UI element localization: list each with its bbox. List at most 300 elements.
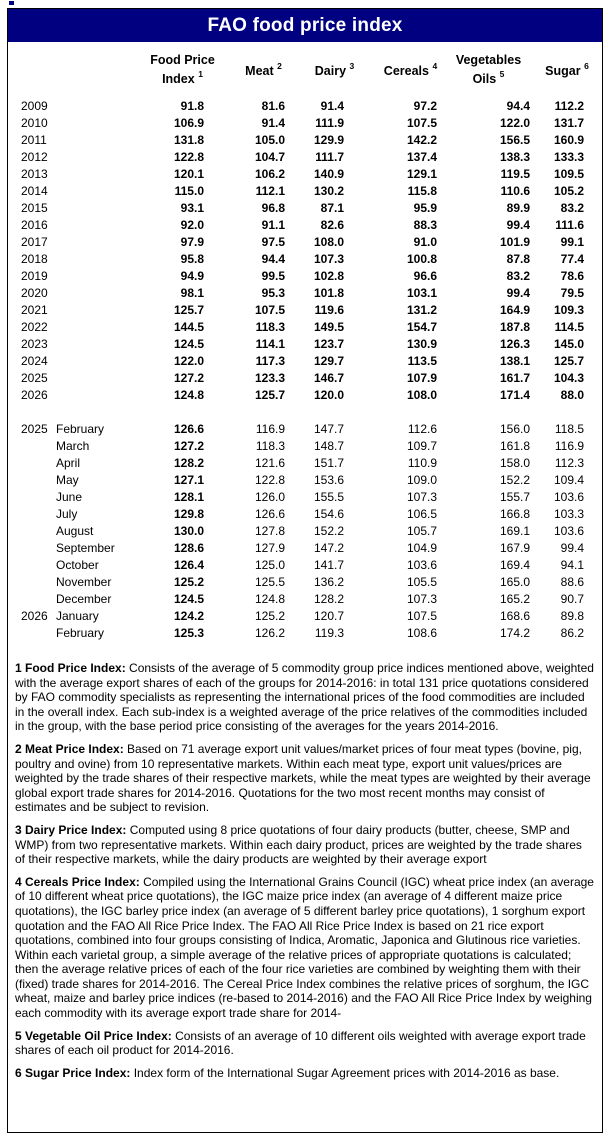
- spacer-cell: [586, 591, 600, 608]
- annual-row: [8, 268, 600, 285]
- year-cell: 2011: [21, 133, 47, 147]
- value-cell-cereals: 108.6: [406, 626, 437, 640]
- value-cell-vegetable-oils: 158.0: [499, 456, 530, 470]
- year-cell: 2010: [21, 116, 48, 130]
- value-cell-dairy: 153.6: [313, 473, 344, 487]
- value-cell-sugar: 145.0: [553, 337, 584, 351]
- monthly-row: [8, 625, 600, 642]
- value-cell-sugar: 103.3: [553, 507, 584, 521]
- year-cell: 2026: [21, 609, 48, 623]
- year-cell: [8, 523, 56, 540]
- annual-row: [8, 285, 600, 302]
- value-cell-cereals: 129.1: [406, 167, 437, 181]
- year-cell: [8, 540, 56, 557]
- value-cell-food-price-index: 91.8: [180, 99, 204, 113]
- monthly-row: [8, 591, 600, 608]
- year-cell: 2018: [21, 252, 48, 266]
- month-cell: November: [56, 575, 112, 589]
- annual-row: [8, 115, 600, 132]
- value-cell-dairy: 87.1: [320, 201, 344, 215]
- footnote-1: 1 Food Price Index: Consists of the average of 5 commodity group price indices mentioned above, weighted with the average export shares of each of the groups for 2014-2016: in total 131 price quotations considered by FAO commodity specialists as representing the international prices of the food commodities are included in the overall index. Each sub-index is a weighted average of the price relatives of the commodities included in the group, with the base period price consisting of the averages for the years 2014-2016.: [15, 661, 594, 734]
- value-cell-sugar: 79.5: [560, 286, 584, 300]
- value-cell-cereals: 100.8: [406, 252, 437, 266]
- value-cell-meat: 126.6: [254, 507, 285, 521]
- value-cell-food-price-index: 126.6: [173, 422, 204, 436]
- value-cell-meat: 81.6: [261, 99, 285, 113]
- value-cell-cereals: 103.1: [406, 286, 437, 300]
- value-cell-sugar: 160.9: [553, 133, 584, 147]
- value-cell-food-price-index: 128.2: [173, 456, 204, 470]
- value-cell-cereals: 97.2: [413, 99, 437, 113]
- value-cell-vegetable-oils: 119.5: [500, 167, 530, 181]
- value-cell-food-price-index: 124.2: [173, 609, 204, 623]
- spacer-cell: [586, 540, 600, 557]
- spacer-cell: [586, 115, 600, 132]
- year-cell: [8, 506, 56, 523]
- footnote-5: 5 Vegetable Oil Price Index: Consists of an average of 10 different oils weighted with average export trade shares of each oil product for 2014-2016.: [15, 1028, 586, 1058]
- year-column-header: [8, 42, 56, 98]
- value-cell-food-price-index: 144.5: [173, 320, 204, 334]
- value-cell-dairy: 111.7: [315, 150, 344, 164]
- value-cell-food-price-index: 95.8: [180, 252, 204, 266]
- value-cell-cereals: 107.9: [406, 371, 437, 385]
- month-cell: [56, 285, 109, 302]
- year-cell: 2009: [21, 99, 48, 113]
- value-cell-sugar: 105.2: [553, 184, 584, 198]
- month-column-header: [56, 42, 109, 98]
- month-cell: September: [56, 541, 115, 555]
- value-cell-cereals: 103.6: [406, 558, 437, 572]
- footnote-6-lead: 6 Sugar Price Index:: [15, 1065, 131, 1080]
- value-cell-cereals: 115.8: [407, 184, 437, 198]
- value-cell-dairy: 130.2: [313, 184, 344, 198]
- annual-row: [8, 132, 600, 149]
- spacer-cell: [586, 98, 600, 115]
- month-cell: [56, 234, 109, 251]
- spacer-cell: [586, 506, 600, 523]
- footnote-4-lead: 4 Cereals Price Index:: [15, 874, 140, 889]
- spacer-cell: [586, 319, 600, 336]
- monthly-row: [8, 472, 600, 489]
- footnote-3-lead: 3 Dairy Price Index:: [15, 822, 127, 837]
- value-cell-vegetable-oils: 89.9: [506, 201, 530, 215]
- value-cell-dairy: 141.7: [313, 558, 344, 572]
- month-cell: [56, 217, 109, 234]
- value-cell-sugar: 109.3: [553, 303, 584, 317]
- value-cell-sugar: 112.3: [554, 456, 584, 470]
- year-cell: 2012: [21, 150, 48, 164]
- value-cell-vegetable-oils: 166.8: [499, 507, 530, 521]
- value-cell-vegetable-oils: 169.1: [499, 524, 530, 538]
- spacer-cell: [586, 353, 600, 370]
- value-cell-dairy: 136.2: [313, 575, 344, 589]
- value-cell-vegetable-oils: 126.3: [499, 337, 530, 351]
- annual-row: [8, 234, 600, 251]
- value-cell-sugar: 104.3: [553, 371, 584, 385]
- month-cell: October: [56, 558, 99, 572]
- year-cell: [8, 625, 56, 642]
- year-cell: 2019: [21, 269, 48, 283]
- value-cell-cereals: 105.7: [406, 524, 437, 538]
- value-cell-sugar: 78.6: [560, 269, 584, 283]
- year-cell: 2013: [21, 167, 48, 181]
- year-cell: 2022: [21, 320, 48, 334]
- spacer-cell: [586, 200, 600, 217]
- annual-row: [8, 353, 600, 370]
- spacer-cell: [586, 438, 600, 455]
- value-cell-dairy: 151.7: [313, 456, 344, 470]
- value-cell-food-price-index: 127.2: [173, 371, 204, 385]
- value-cell-dairy: 111.9: [315, 116, 344, 130]
- value-cell-meat: 118.3: [255, 320, 285, 334]
- value-cell-cereals: 107.3: [406, 592, 437, 606]
- screen-artifact: [9, 1, 14, 5]
- value-cell-food-price-index: 106.9: [173, 116, 204, 130]
- value-cell-sugar: 133.3: [553, 150, 584, 164]
- month-cell: July: [56, 507, 78, 521]
- value-cell-vegetable-oils: 94.4: [506, 99, 530, 113]
- year-cell: 2020: [21, 286, 48, 300]
- monthly-row: [8, 540, 600, 557]
- value-cell-dairy: 120.0: [313, 388, 344, 402]
- value-cell-dairy: 148.7: [313, 439, 344, 453]
- value-cell-sugar: 109.4: [553, 473, 584, 487]
- value-cell-sugar: 103.6: [553, 490, 584, 504]
- value-cell-cereals: 91.0: [413, 235, 437, 249]
- value-cell-dairy: 147.7: [313, 422, 344, 436]
- value-cell-sugar: 86.2: [560, 626, 584, 640]
- value-cell-cereals: 105.5: [406, 575, 437, 589]
- year-cell: 2023: [21, 337, 48, 351]
- value-cell-food-price-index: 120.1: [173, 167, 204, 181]
- annual-row: [8, 166, 600, 183]
- footnote-2-lead: 2 Meat Price Index:: [15, 741, 124, 756]
- value-cell-dairy: 102.8: [313, 269, 344, 283]
- month-cell: [56, 183, 109, 200]
- value-cell-food-price-index: 126.4: [173, 558, 204, 572]
- value-cell-dairy: 123.7: [313, 337, 344, 351]
- value-cell-sugar: 112.2: [554, 99, 584, 113]
- value-cell-dairy: 129.7: [313, 354, 344, 368]
- value-cell-sugar: 94.1: [560, 558, 584, 572]
- value-cell-food-price-index: 127.2: [173, 439, 204, 453]
- spacer-cell: [586, 183, 600, 200]
- value-cell-vegetable-oils: 174.2: [499, 626, 530, 640]
- year-cell: 2016: [21, 218, 48, 232]
- value-cell-cereals: 130.9: [406, 337, 437, 351]
- month-cell: [56, 251, 109, 268]
- value-cell-dairy: 155.5: [313, 490, 344, 504]
- annual-row: [8, 302, 600, 319]
- column-header-meat: Meat $^2$: [245, 61, 282, 79]
- value-cell-vegetable-oils: 122.0: [499, 116, 530, 130]
- value-cell-dairy: 119.3: [314, 626, 344, 640]
- value-cell-food-price-index: 92.0: [180, 218, 204, 232]
- spacer-cell: [586, 421, 600, 438]
- value-cell-sugar: 116.9: [554, 439, 584, 453]
- month-cell: [56, 268, 109, 285]
- value-cell-food-price-index: 129.8: [173, 507, 204, 521]
- value-cell-cereals: 88.3: [413, 218, 437, 232]
- value-cell-cereals: 107.3: [406, 490, 437, 504]
- spacer-cell: [586, 132, 600, 149]
- value-cell-meat: 124.8: [254, 592, 285, 606]
- monthly-row: [8, 506, 600, 523]
- column-header-row: [8, 42, 600, 98]
- value-cell-cereals: 104.9: [406, 541, 437, 555]
- value-cell-cereals: 137.4: [406, 150, 437, 164]
- value-cell-meat: 125.0: [254, 558, 285, 572]
- value-cell-cereals: 110.9: [407, 456, 437, 470]
- month-cell: [56, 115, 109, 132]
- year-cell: 2026: [21, 388, 48, 402]
- month-cell: [56, 132, 109, 149]
- month-cell: [56, 200, 109, 217]
- footnotes-section: [8, 642, 602, 1080]
- value-cell-meat: 104.7: [254, 150, 285, 164]
- month-cell: [56, 370, 109, 387]
- value-cell-meat: 121.6: [254, 456, 285, 470]
- value-cell-meat: 97.5: [261, 235, 285, 249]
- year-cell: [8, 455, 56, 472]
- value-cell-dairy: 154.6: [313, 507, 344, 521]
- annual-row: [8, 319, 600, 336]
- month-cell: [56, 302, 109, 319]
- year-cell: [8, 591, 56, 608]
- value-cell-food-price-index: 93.1: [180, 201, 204, 215]
- value-cell-meat: 125.7: [254, 388, 285, 402]
- value-cell-vegetable-oils: 138.3: [499, 150, 530, 164]
- value-cell-food-price-index: 122.8: [173, 150, 204, 164]
- value-cell-sugar: 89.8: [560, 609, 584, 623]
- annual-row: [8, 217, 600, 234]
- spacer-cell: [586, 387, 600, 404]
- annual-row: [8, 200, 600, 217]
- month-cell: March: [56, 439, 90, 453]
- value-cell-dairy: 120.7: [313, 609, 344, 623]
- value-cell-meat: 107.5: [254, 303, 285, 317]
- year-cell: [8, 438, 56, 455]
- month-cell: [56, 166, 109, 183]
- spacer-cell: [586, 472, 600, 489]
- month-cell: [56, 336, 109, 353]
- year-cell: [8, 472, 56, 489]
- value-cell-food-price-index: 125.2: [173, 575, 204, 589]
- value-cell-vegetable-oils: 83.2: [506, 269, 530, 283]
- month-cell: April: [56, 456, 81, 470]
- value-cell-cereals: 142.2: [406, 133, 437, 147]
- value-cell-dairy: 152.2: [313, 524, 344, 538]
- year-cell: [8, 574, 56, 591]
- value-cell-food-price-index: 124.8: [173, 388, 204, 402]
- monthly-row: [8, 421, 600, 438]
- value-cell-cereals: 112.6: [407, 422, 437, 436]
- value-cell-food-price-index: 124.5: [173, 337, 204, 351]
- column-header-dairy: Dairy $^3$: [314, 61, 355, 79]
- spacer-cell: [586, 455, 600, 472]
- value-cell-sugar: 111.6: [555, 218, 584, 232]
- value-cell-cereals: 96.6: [413, 269, 437, 283]
- value-cell-dairy: 128.2: [313, 592, 344, 606]
- value-cell-vegetable-oils: 156.5: [499, 133, 530, 147]
- value-cell-cereals: 106.5: [406, 507, 437, 521]
- value-cell-vegetable-oils: 169.4: [499, 558, 530, 572]
- annual-row: [8, 149, 600, 166]
- value-cell-sugar: 90.7: [560, 592, 584, 606]
- year-cell: [8, 489, 56, 506]
- value-cell-meat: 123.3: [254, 371, 285, 385]
- spacer-cell: [586, 285, 600, 302]
- value-cell-dairy: 129.9: [313, 133, 344, 147]
- value-cell-sugar: 99.4: [560, 541, 584, 555]
- value-cell-food-price-index: 94.9: [180, 269, 204, 283]
- month-cell: February: [56, 422, 105, 436]
- footnote-2: 2 Meat Price Index: Based on 71 average export unit values/market prices of four meat types (bovine, pig, poultry and ovine) from 10 representative markets. Within each meat type, export unit values/prices are weighted by the trade shares of their respective markets, while the meat types are weighted by their average global export trade shares for 2014-2016. Quotations for the two most recent months may consist of estimates and be subject to revision.: [15, 741, 591, 815]
- value-cell-meat: 91.1: [261, 218, 285, 232]
- value-cell-meat: 127.8: [254, 524, 285, 538]
- footnote-1-lead: 1 Food Price Index:: [15, 661, 126, 675]
- value-cell-food-price-index: 115.0: [174, 184, 204, 198]
- value-cell-meat: 99.5: [261, 269, 285, 283]
- month-cell: December: [56, 592, 112, 606]
- spacer-cell: [586, 608, 600, 625]
- spacer-cell: [586, 489, 600, 506]
- value-cell-vegetable-oils: 168.6: [499, 609, 530, 623]
- value-cell-vegetable-oils: 110.6: [500, 184, 530, 198]
- value-cell-cereals: 107.5: [406, 116, 437, 130]
- month-cell: May: [56, 473, 79, 487]
- spacer-cell: [586, 268, 600, 285]
- value-cell-food-price-index: 98.1: [180, 286, 204, 300]
- monthly-row: [8, 438, 600, 455]
- value-cell-dairy: 91.4: [320, 99, 344, 113]
- value-cell-dairy: 107.3: [313, 252, 344, 266]
- value-cell-sugar: 99.1: [560, 235, 584, 249]
- month-cell: [56, 387, 109, 404]
- value-cell-dairy: 119.6: [314, 303, 344, 317]
- value-cell-sugar: 114.5: [554, 320, 584, 334]
- value-cell-food-price-index: 125.3: [173, 626, 204, 640]
- value-cell-meat: 91.4: [261, 116, 285, 130]
- value-cell-meat: 125.5: [254, 575, 285, 589]
- value-cell-vegetable-oils: 156.0: [499, 422, 530, 436]
- year-cell: 2025: [21, 422, 48, 436]
- value-cell-meat: 116.9: [255, 422, 285, 436]
- spacer-cell: [586, 251, 600, 268]
- value-cell-meat: 96.8: [261, 201, 285, 215]
- value-cell-meat: 112.1: [255, 184, 285, 198]
- annual-row: [8, 370, 600, 387]
- footnote-3: 3 Dairy Price Index: Computed using 8 price quotations of four dairy products (butter, cheese, SMP and WMP) from two representative markets. Within each dairy product, prices are weighted by the trade shares of their respective markets, while the dairy products are weighted by their average export: [15, 822, 582, 867]
- value-cell-vegetable-oils: 87.8: [506, 252, 530, 266]
- annual-row: [8, 251, 600, 268]
- spacer-cell: [586, 574, 600, 591]
- table-frame: [7, 8, 603, 1133]
- value-cell-meat: 126.2: [254, 626, 285, 640]
- year-cell: 2021: [21, 303, 48, 317]
- month-cell: February: [56, 626, 105, 640]
- spacer-cell: [586, 234, 600, 251]
- value-cell-meat: 114.1: [255, 337, 285, 351]
- value-cell-vegetable-oils: 155.7: [499, 490, 530, 504]
- value-cell-vegetable-oils: 167.9: [499, 541, 530, 555]
- value-cell-cereals: 154.7: [406, 320, 437, 334]
- value-cell-cereals: 107.5: [406, 609, 437, 623]
- year-cell: 2017: [21, 235, 48, 249]
- value-cell-food-price-index: 128.6: [173, 541, 204, 555]
- value-cell-dairy: 146.7: [313, 371, 344, 385]
- value-cell-sugar: 88.6: [560, 575, 584, 589]
- year-cell: 2015: [21, 201, 48, 215]
- month-cell: August: [56, 524, 94, 538]
- value-cell-dairy: 82.6: [320, 218, 344, 232]
- annual-row: [8, 98, 600, 115]
- year-cell: 2024: [21, 354, 48, 368]
- spacer-cell: [586, 557, 600, 574]
- value-cell-meat: 125.2: [254, 609, 285, 623]
- value-cell-sugar: 103.6: [553, 524, 584, 538]
- value-cell-cereals: 131.2: [406, 303, 437, 317]
- value-cell-food-price-index: 130.0: [173, 524, 204, 538]
- value-cell-food-price-index: 127.1: [173, 473, 204, 487]
- value-cell-dairy: 149.5: [313, 320, 344, 334]
- value-cell-vegetable-oils: 161.7: [499, 371, 530, 385]
- spacer-cell: [586, 523, 600, 540]
- footnote-6: 6 Sugar Price Index: Index form of the International Sugar Agreement prices with 2014-2016 as base.: [15, 1065, 560, 1080]
- year-cell: 2025: [21, 371, 48, 385]
- spacer-cell: [586, 625, 600, 642]
- value-cell-meat: 105.0: [254, 133, 285, 147]
- value-cell-vegetable-oils: 161.8: [499, 439, 530, 453]
- value-cell-vegetable-oils: 164.9: [499, 303, 530, 317]
- value-cell-meat: 95.3: [261, 286, 285, 300]
- value-cell-meat: 122.8: [254, 473, 285, 487]
- column-header-sugar: Sugar $^6$: [545, 61, 589, 79]
- value-cell-food-price-index: 125.7: [173, 303, 204, 317]
- month-cell: [56, 149, 109, 166]
- monthly-row: [8, 557, 600, 574]
- value-cell-sugar: 88.0: [560, 388, 584, 402]
- annual-row: [8, 183, 600, 200]
- value-cell-cereals: 113.5: [407, 354, 437, 368]
- monthly-row: [8, 608, 600, 625]
- value-cell-vegetable-oils: 99.4: [506, 218, 530, 232]
- monthly-row: [8, 574, 600, 591]
- value-cell-vegetable-oils: 165.0: [499, 575, 530, 589]
- year-cell: 2014: [21, 184, 48, 198]
- monthly-row: [8, 523, 600, 540]
- spacer-cell: [586, 149, 600, 166]
- value-cell-meat: 126.0: [254, 490, 285, 504]
- spacer-cell: [586, 336, 600, 353]
- value-cell-sugar: 109.5: [553, 167, 584, 181]
- value-cell-vegetable-oils: 187.8: [499, 320, 530, 334]
- footnote-4: 4 Cereals Price Index: Compiled using the International Grains Council (IGC) wheat price index (an average of 10 different wheat price quotations), the IGC maize price index (an average of 4 different maize price quotations), the IGC barley price index (an average of 5 different barley price quotations), 1 sorghum export quotation and the FAO All Rice Price Index. The FAO All Rice Price Index is based on 21 rice export quotations, combined into four groups consisting of Indica, Aromatic, Japonica and Glutinous rice varieties. Within each varietal group, a simple average of the relative prices of appropriate quotations is calculated; then the average relative prices of each of the four rice varieties are combined by weighting them with their (fixed) trade shares for 2014-2016. The Cereal Price Index combines the relative prices of sorghum, the IGC wheat, maize and barley price indices (re-based to 2014-2016) and the FAO All Rice Price Index by weighing each commodity with its average export trade share for 2014-: [15, 874, 594, 1021]
- value-cell-cereals: 109.0: [406, 473, 437, 487]
- value-cell-cereals: 109.7: [406, 439, 437, 453]
- footnote-5-lead: 5 Vegetable Oil Price Index:: [15, 1028, 172, 1043]
- column-header-vegetable-oils: Vegetables Oils $^5$: [455, 52, 522, 87]
- value-cell-meat: 118.3: [255, 439, 285, 453]
- value-cell-cereals: 108.0: [406, 388, 437, 402]
- value-cell-meat: 127.9: [254, 541, 285, 555]
- spacer-cell: [586, 302, 600, 319]
- annual-row: [8, 387, 600, 404]
- value-cell-meat: 94.4: [261, 252, 285, 266]
- price-index-table: [8, 42, 600, 642]
- month-cell: [56, 353, 109, 370]
- page-title: FAO food price index: [207, 14, 403, 36]
